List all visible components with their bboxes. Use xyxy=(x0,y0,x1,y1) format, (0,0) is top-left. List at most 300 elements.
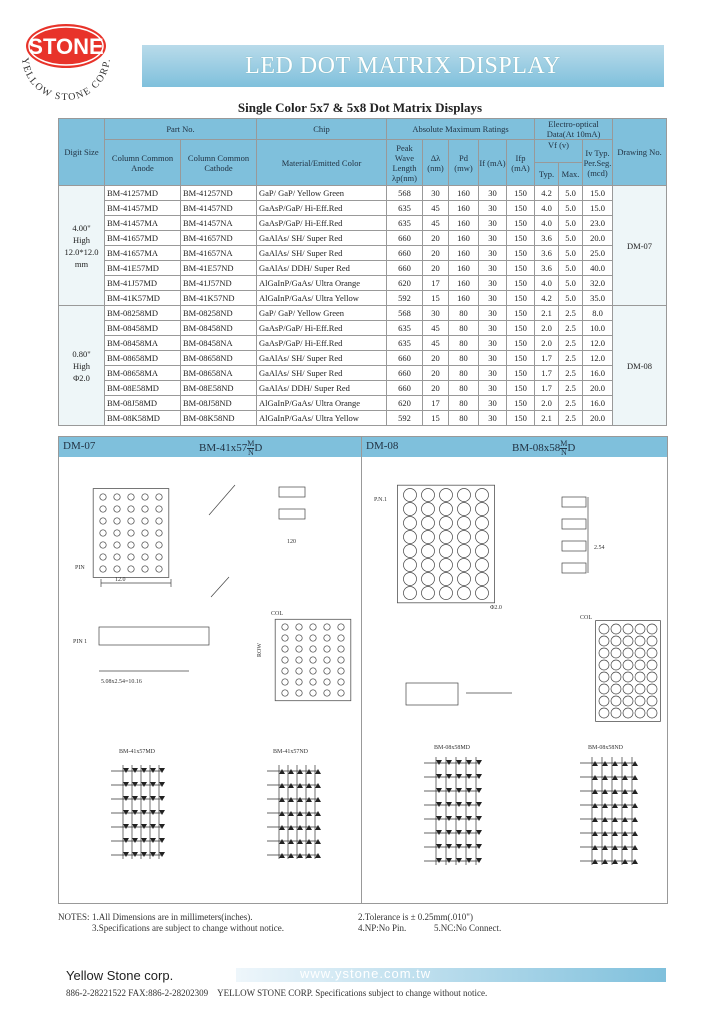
header-vf: Vf (v) xyxy=(535,140,582,163)
digit-size-line: Φ2.0 xyxy=(73,372,90,383)
cell-peak: 660 xyxy=(387,381,423,396)
matrix-dot xyxy=(282,624,288,630)
led-diode-symbol xyxy=(592,775,598,780)
header-iv: Iv Typ. Per.Seg. (mcd) xyxy=(583,140,613,186)
cell-chip: GaAsP/GaP/ Hi-Eff.Red xyxy=(257,216,387,231)
cell-chip: GaAlAs/ SH/ Super Red xyxy=(257,366,387,381)
led-diode-symbol xyxy=(622,775,628,780)
led-diode-symbol xyxy=(632,845,638,850)
matrix-frame xyxy=(93,489,169,578)
cell-delta: 20 xyxy=(423,351,449,366)
led-diode-symbol xyxy=(315,839,321,844)
led-diode-symbol xyxy=(436,788,442,793)
led-diode-symbol xyxy=(141,796,147,801)
cell-max: 2.5 xyxy=(559,321,583,336)
matrix-dot xyxy=(647,684,657,694)
matrix-dot xyxy=(324,668,330,674)
matrix-dot xyxy=(458,573,471,586)
matrix-dot xyxy=(599,636,609,646)
cell-typ: 1.7 xyxy=(535,381,559,396)
led-diode-symbol xyxy=(123,768,129,773)
cell-max: 5.0 xyxy=(559,231,583,246)
led-diode-symbol xyxy=(297,839,303,844)
cell-if: 30 xyxy=(479,336,507,351)
led-diode-symbol xyxy=(466,760,472,765)
cell-peak: 592 xyxy=(387,291,423,306)
cell-iv: 15.0 xyxy=(583,186,613,201)
cell-anode: BM-41K57MD xyxy=(105,291,181,306)
led-diode-symbol xyxy=(622,789,628,794)
matrix-dot xyxy=(476,503,489,516)
matrix-dot xyxy=(128,494,134,500)
led-diode-symbol xyxy=(288,783,294,788)
cell-anode: BM-41J57MD xyxy=(105,276,181,291)
table-row xyxy=(59,351,667,366)
cell-pd: 80 xyxy=(449,381,479,396)
cell-typ: 2.1 xyxy=(535,306,559,321)
cell-typ: 4.0 xyxy=(535,276,559,291)
cell-delta: 20 xyxy=(423,381,449,396)
led-diode-symbol xyxy=(622,817,628,822)
led-diode-symbol xyxy=(288,825,294,830)
header-chip: Chip xyxy=(257,119,387,140)
led-diode-symbol xyxy=(150,852,156,857)
cell-delta: 30 xyxy=(423,306,449,321)
led-diode-symbol xyxy=(632,803,638,808)
header-col-anode: Column Common Anode xyxy=(105,140,181,186)
led-diode-symbol xyxy=(612,803,618,808)
footer-disclaimer: YELLOW STONE CORP. Specifications subject to change without notice. xyxy=(217,988,488,998)
digit-size-line: High xyxy=(73,360,90,371)
cell-max: 2.5 xyxy=(559,381,583,396)
cell-typ: 2.0 xyxy=(535,336,559,351)
led-diode-symbol xyxy=(466,844,472,849)
led-diode-symbol xyxy=(150,810,156,815)
led-diode-symbol xyxy=(159,838,165,843)
dm07-front-view xyxy=(93,489,169,578)
led-diode-symbol xyxy=(456,788,462,793)
matrix-dot xyxy=(440,489,453,502)
matrix-dot xyxy=(324,646,330,652)
led-diode-symbol xyxy=(476,788,482,793)
led-diode-symbol xyxy=(466,774,472,779)
cell-delta: 45 xyxy=(423,336,449,351)
drawing-header-right xyxy=(362,437,667,457)
cell-ifp: 150 xyxy=(507,261,535,276)
page-subtitle: Single Color 5x7 & 5x8 Dot Matrix Displays xyxy=(237,100,483,115)
matrix-dot xyxy=(599,624,609,634)
cell-typ: 4.2 xyxy=(535,186,559,201)
led-diode-symbol xyxy=(159,796,165,801)
matrix-dot xyxy=(635,684,645,694)
led-diode-symbol xyxy=(436,802,442,807)
led-diode-symbol xyxy=(132,838,138,843)
led-diode-symbol xyxy=(592,817,598,822)
cell-pd: 80 xyxy=(449,336,479,351)
cell-peak: 635 xyxy=(387,321,423,336)
cell-max: 2.5 xyxy=(559,336,583,351)
cell-chip: GaAlAs/ SH/ Super Red xyxy=(257,351,387,366)
cell-anode: BM-41457MD xyxy=(105,201,181,216)
matrix-dot xyxy=(282,657,288,663)
cell-delta: 20 xyxy=(423,261,449,276)
matrix-dot xyxy=(611,660,621,670)
matrix-dot xyxy=(324,624,330,630)
col-label-right: COL xyxy=(580,615,592,621)
matrix-dot xyxy=(611,636,621,646)
cell-chip: GaP/ GaP/ Yellow Green xyxy=(257,186,387,201)
cell-cathode: BM-41657NA xyxy=(181,246,257,261)
cell-ifp: 150 xyxy=(507,381,535,396)
cell-max: 2.5 xyxy=(559,396,583,411)
cell-iv: 16.0 xyxy=(583,366,613,381)
led-diode-symbol xyxy=(288,797,294,802)
matrix-dot xyxy=(476,489,489,502)
cell-peak: 660 xyxy=(387,261,423,276)
cell-if: 30 xyxy=(479,381,507,396)
header-ifp: Ifp (mA) xyxy=(507,140,535,186)
led-diode-symbol xyxy=(150,768,156,773)
cell-typ: 4.0 xyxy=(535,201,559,216)
led-diode-symbol xyxy=(306,769,312,774)
led-diode-symbol xyxy=(159,810,165,815)
cell-ifp: 150 xyxy=(507,276,535,291)
led-diode-symbol xyxy=(446,760,452,765)
led-diode-symbol xyxy=(297,853,303,858)
matrix-dot xyxy=(458,559,471,572)
cell-ifp: 150 xyxy=(507,396,535,411)
matrix-dot xyxy=(156,530,162,536)
cell-pd: 160 xyxy=(449,261,479,276)
led-diode-symbol xyxy=(159,782,165,787)
header-col-cathode: Column Common Cathode xyxy=(181,140,257,186)
matrix-dot xyxy=(128,566,134,572)
cell-chip: AlGaInP/GaAs/ Ultra Yellow xyxy=(257,291,387,306)
lead-dim-left: 5.08x2.54=10.16 xyxy=(101,679,142,685)
digit-size-cell xyxy=(59,306,105,426)
cell-chip: GaAsP/GaP/ Hi-Eff.Red xyxy=(257,201,387,216)
cell-delta: 20 xyxy=(423,231,449,246)
matrix-dot xyxy=(114,566,120,572)
matrix-dot xyxy=(338,646,344,652)
matrix-dot xyxy=(599,708,609,718)
led-diode-symbol xyxy=(602,817,608,822)
led-diode-symbol xyxy=(123,838,129,843)
cell-anode: BM-08458MA xyxy=(105,336,181,351)
note-5: 5.NC:No Connect. xyxy=(434,923,502,933)
cell-ifp: 150 xyxy=(507,231,535,246)
led-diode-symbol xyxy=(612,859,618,864)
cell-cathode: BM-08658ND xyxy=(181,351,257,366)
matrix-dot xyxy=(282,679,288,685)
cell-ifp: 150 xyxy=(507,321,535,336)
cell-anode: BM-41657MA xyxy=(105,246,181,261)
dm08-schematic-anode xyxy=(424,757,482,865)
dim-a-right: Φ2.0 xyxy=(490,605,502,611)
led-diode-symbol xyxy=(436,844,442,849)
cell-anode: BM-08K58MD xyxy=(105,411,181,426)
cell-iv: 35.0 xyxy=(583,291,613,306)
dm08-schematic-cathode xyxy=(580,757,638,865)
cell-cathode: BM-41K57ND xyxy=(181,291,257,306)
cell-anode: BM-08258MD xyxy=(105,306,181,321)
dm07-schematic-cathode xyxy=(267,765,321,859)
led-diode-symbol xyxy=(141,810,147,815)
cell-if: 30 xyxy=(479,276,507,291)
cell-iv: 20.0 xyxy=(583,381,613,396)
drawing-panel xyxy=(58,436,668,904)
footer-url[interactable]: www.ystone.com.tw xyxy=(300,966,432,981)
led-diode-symbol xyxy=(150,838,156,843)
cell-chip: AlGaInP/GaAs/ Ultra Orange xyxy=(257,396,387,411)
cell-cathode: BM-41E57ND xyxy=(181,261,257,276)
matrix-dot xyxy=(404,503,417,516)
matrix-dot xyxy=(128,554,134,560)
matrix-dot xyxy=(142,554,148,560)
led-diode-symbol xyxy=(436,774,442,779)
led-diode-symbol xyxy=(602,803,608,808)
led-diode-symbol xyxy=(306,853,312,858)
led-diode-symbol xyxy=(592,845,598,850)
matrix-dot xyxy=(310,657,316,663)
matrix-dot xyxy=(114,542,120,548)
led-diode-symbol xyxy=(279,797,285,802)
matrix-dot xyxy=(404,573,417,586)
matrix-dot xyxy=(404,531,417,544)
cell-anode: BM-08658MA xyxy=(105,366,181,381)
led-diode-symbol xyxy=(315,825,321,830)
spec-table xyxy=(58,118,667,426)
led-diode-symbol xyxy=(632,859,638,864)
led-diode-symbol xyxy=(306,825,312,830)
led-diode-symbol xyxy=(446,774,452,779)
led-diode-symbol xyxy=(602,859,608,864)
led-diode-symbol xyxy=(622,803,628,808)
cell-pd: 80 xyxy=(449,396,479,411)
digit-size-cell xyxy=(59,186,105,306)
table-row xyxy=(59,231,667,246)
cell-max: 2.5 xyxy=(559,366,583,381)
matrix-dot xyxy=(476,517,489,530)
matrix-dot xyxy=(623,648,633,658)
led-diode-symbol xyxy=(288,769,294,774)
led-diode-symbol xyxy=(476,816,482,821)
matrix-dot xyxy=(156,518,162,524)
table-row xyxy=(59,186,667,201)
cell-anode: BM-08J58MD xyxy=(105,396,181,411)
cell-max: 5.0 xyxy=(559,261,583,276)
matrix-dot xyxy=(114,530,120,536)
cell-cathode: BM-41457NA xyxy=(181,216,257,231)
cell-if: 30 xyxy=(479,186,507,201)
cell-cathode: BM-41257ND xyxy=(181,186,257,201)
matrix-dot xyxy=(142,530,148,536)
cell-peak: 660 xyxy=(387,351,423,366)
cell-max: 5.0 xyxy=(559,276,583,291)
matrix-dot xyxy=(338,635,344,641)
cell-pd: 160 xyxy=(449,216,479,231)
cell-max: 5.0 xyxy=(559,186,583,201)
dm08-front-view xyxy=(397,485,494,603)
cell-cathode: BM-41657ND xyxy=(181,231,257,246)
matrix-dot xyxy=(635,624,645,634)
matrix-dot xyxy=(324,690,330,696)
table-row xyxy=(59,261,667,276)
led-diode-symbol xyxy=(446,816,452,821)
led-diode-symbol xyxy=(476,858,482,863)
led-diode-symbol xyxy=(436,816,442,821)
cell-max: 5.0 xyxy=(559,201,583,216)
matrix-dot xyxy=(623,660,633,670)
led-diode-symbol xyxy=(297,769,303,774)
matrix-dot xyxy=(422,517,435,530)
cell-chip: GaAlAs/ DDH/ Super Red xyxy=(257,381,387,396)
led-diode-symbol xyxy=(141,838,147,843)
cell-peak: 620 xyxy=(387,276,423,291)
led-diode-symbol xyxy=(632,831,638,836)
header-pd: Pd (mw) xyxy=(449,140,479,186)
cell-chip: GaAlAs/ SH/ Super Red xyxy=(257,231,387,246)
cell-iv: 40.0 xyxy=(583,261,613,276)
cell-max: 5.0 xyxy=(559,246,583,261)
dim-b-left: 120 xyxy=(287,539,296,545)
note-1: 1.All Dimensions are in millimeters(inches). xyxy=(92,912,253,922)
col-label-left: COL xyxy=(271,611,283,617)
cell-if: 30 xyxy=(479,231,507,246)
matrix-dot xyxy=(458,545,471,558)
led-diode-symbol xyxy=(466,816,472,821)
cell-typ: 1.7 xyxy=(535,351,559,366)
cell-chip: AlGaInP/GaAs/ Ultra Yellow xyxy=(257,411,387,426)
led-diode-symbol xyxy=(476,844,482,849)
matrix-dot xyxy=(440,503,453,516)
matrix-dot xyxy=(100,542,106,548)
cell-typ: 3.6 xyxy=(535,246,559,261)
led-diode-symbol xyxy=(476,802,482,807)
digit-size-line: mm xyxy=(74,258,89,269)
led-diode-symbol xyxy=(132,852,138,857)
cell-iv: 20.0 xyxy=(583,411,613,426)
note-4: 4.NP:No Pin. xyxy=(358,923,407,933)
cell-ifp: 150 xyxy=(507,351,535,366)
led-diode-symbol xyxy=(123,852,129,857)
led-diode-symbol xyxy=(123,824,129,829)
matrix-dot xyxy=(440,545,453,558)
cell-typ: 4.0 xyxy=(535,216,559,231)
matrix-dot xyxy=(282,646,288,652)
cell-if: 30 xyxy=(479,261,507,276)
header-abs-max: Absolute Maximum Ratings xyxy=(387,119,535,140)
matrix-dot xyxy=(156,542,162,548)
pin-label-right: P.N.1 xyxy=(374,497,388,503)
matrix-dot xyxy=(611,672,621,682)
matrix-dot xyxy=(128,530,134,536)
led-diode-symbol xyxy=(602,775,608,780)
matrix-dot xyxy=(404,559,417,572)
led-diode-symbol xyxy=(456,816,462,821)
matrix-dot xyxy=(635,660,645,670)
matrix-dot xyxy=(422,573,435,586)
matrix-dot xyxy=(338,668,344,674)
matrix-dot xyxy=(404,587,417,600)
matrix-dot xyxy=(282,635,288,641)
cell-ifp: 150 xyxy=(507,246,535,261)
cell-chip: AlGaInP/GaAs/ Ultra Orange xyxy=(257,276,387,291)
matrix-dot xyxy=(476,587,489,600)
led-diode-symbol xyxy=(279,783,285,788)
cell-cathode: BM-41J57ND xyxy=(181,276,257,291)
matrix-dot xyxy=(458,517,471,530)
matrix-dot xyxy=(611,648,621,658)
led-diode-symbol xyxy=(288,811,294,816)
cell-chip: GaAlAs/ SH/ Super Red xyxy=(257,246,387,261)
matrix-dot xyxy=(422,503,435,516)
matrix-dot xyxy=(458,503,471,516)
header-peak: Peak Wave Length λp(nm) xyxy=(387,140,423,186)
schematic-a-right: BM-08x58MD xyxy=(434,745,471,751)
cell-pd: 80 xyxy=(449,321,479,336)
cell-max: 2.5 xyxy=(559,411,583,426)
table-row xyxy=(59,366,667,381)
led-diode-symbol xyxy=(436,858,442,863)
led-diode-symbol xyxy=(466,858,472,863)
cell-cathode: BM-08658NA xyxy=(181,366,257,381)
matrix-dot xyxy=(142,506,148,512)
cell-typ: 2.1 xyxy=(535,411,559,426)
matrix-dot xyxy=(296,679,302,685)
cell-if: 30 xyxy=(479,411,507,426)
led-diode-symbol xyxy=(612,761,618,766)
cell-anode: BM-08658MD xyxy=(105,351,181,366)
led-diode-symbol xyxy=(466,802,472,807)
matrix-dot xyxy=(310,646,316,652)
led-diode-symbol xyxy=(159,852,165,857)
led-diode-symbol xyxy=(297,811,303,816)
led-diode-symbol xyxy=(297,797,303,802)
cell-iv: 8.0 xyxy=(583,306,613,321)
cell-if: 30 xyxy=(479,216,507,231)
cell-delta: 45 xyxy=(423,321,449,336)
cell-peak: 660 xyxy=(387,231,423,246)
schematic-a-left: BM-41x57MD xyxy=(119,749,156,755)
table-row xyxy=(59,381,667,396)
digit-size-line: 12.0*12.0 xyxy=(64,246,99,257)
cell-pd: 160 xyxy=(449,201,479,216)
matrix-dot xyxy=(440,573,453,586)
led-diode-symbol xyxy=(612,831,618,836)
table-row xyxy=(59,411,667,426)
cell-typ: 3.6 xyxy=(535,231,559,246)
cell-ifp: 150 xyxy=(507,291,535,306)
cell-iv: 15.0 xyxy=(583,201,613,216)
matrix-dot xyxy=(599,696,609,706)
cell-ifp: 150 xyxy=(507,411,535,426)
matrix-dot xyxy=(114,518,120,524)
cell-peak: 592 xyxy=(387,411,423,426)
drawing-header-left xyxy=(59,437,361,457)
led-diode-symbol xyxy=(288,853,294,858)
matrix-dot xyxy=(156,506,162,512)
cell-iv: 12.0 xyxy=(583,336,613,351)
matrix-dot xyxy=(142,518,148,524)
matrix-dot xyxy=(611,696,621,706)
cell-delta: 30 xyxy=(423,186,449,201)
matrix-dot xyxy=(635,708,645,718)
matrix-dot xyxy=(440,517,453,530)
matrix-dot xyxy=(282,668,288,674)
matrix-dot xyxy=(635,696,645,706)
cell-max: 5.0 xyxy=(559,216,583,231)
